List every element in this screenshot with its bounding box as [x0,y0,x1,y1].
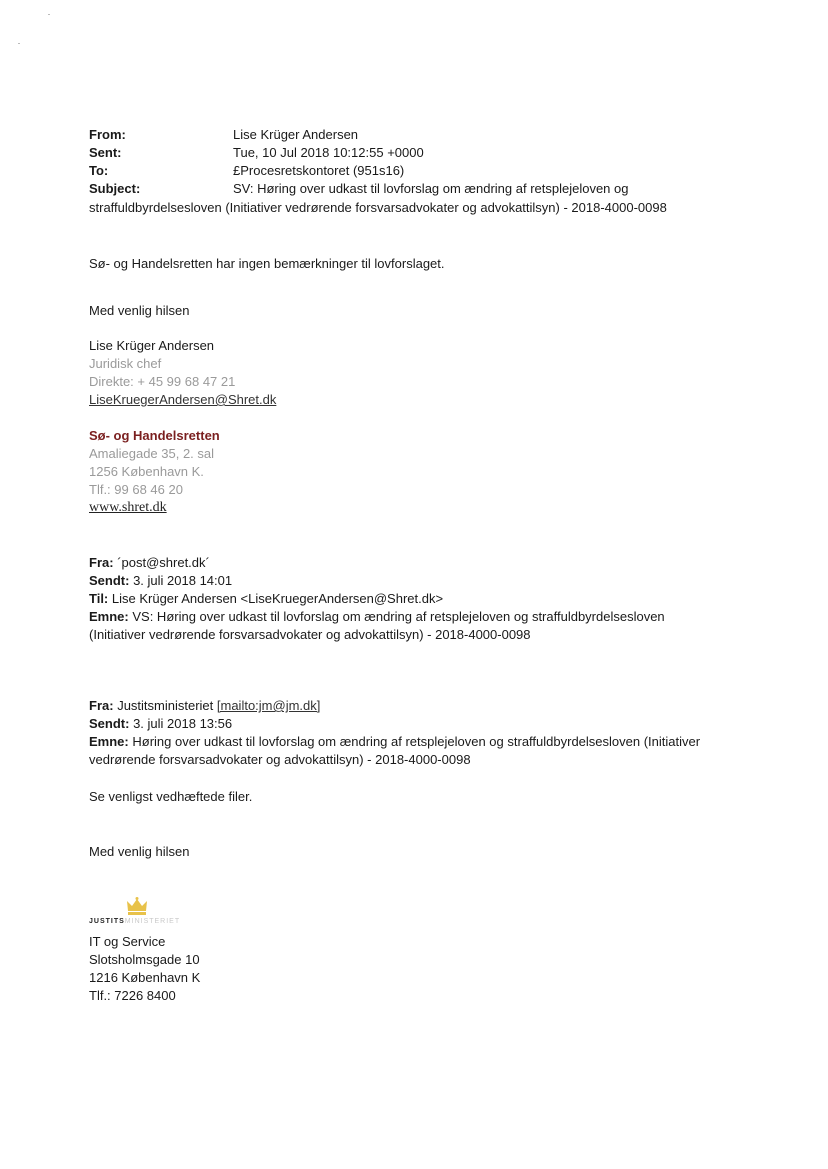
crown-icon [125,896,149,916]
fwd2-from-value: Justitsministeriet [117,698,214,713]
to-label: To: [89,163,109,178]
statement-text: Sø- og Handelsretten har ingen bemærkninger til lovforslaget. [89,256,445,271]
fwd1-sent-value: 3. juli 2018 14:01 [133,573,233,588]
fwd1-from-value: ´post@shret.dk´ [117,555,210,570]
org-address2: 1256 København K. [89,464,204,479]
signature-title: Juridisk chef [89,356,162,371]
fwd1-subject-label: Emne: [89,609,129,624]
fwd2-greeting: Med venlig hilsen [89,844,190,859]
fwd2-from-label: Fra: [89,698,114,713]
signature-name: Lise Krüger Andersen [89,338,215,353]
sent-label: Sent: [89,145,122,160]
fwd2-subject-label: Emne: [89,734,129,749]
fwd2-mailto-link[interactable]: [mailto:jm@jm.dk] [216,698,321,713]
fwd2-body-text: Se venligst vedhæftede filer. [89,789,253,804]
ministry-tel: Tlf.: 7226 8400 [89,988,176,1003]
org-website-link[interactable]: www.shret.dk [89,500,167,515]
fwd2-subject-line1: Høring over udkast til lovforslag om ændring af retsplejeloven og straffuldbyrdelsesloven (Initiativer [132,734,701,749]
fwd1-subject-line2: (Initiativer vedrørende forsvarsadvokater og advokattilsyn) - 2018-4000-0098 [89,627,531,642]
org-tel: Tlf.: 99 68 46 20 [89,482,183,497]
ministry-street: Slotsholmsgade 10 [89,952,200,967]
sent-value: Tue, 10 Jul 2018 10:12:55 +0000 [233,145,424,160]
signature-email-link[interactable]: LiseKruegerAndersen@Shret.dk [89,392,277,407]
fwd2-sent-value: 3. juli 2018 13:56 [133,716,233,731]
to-value: £Procesretskontoret (951s16) [233,163,405,178]
scan-speck [48,14,50,15]
subject-label: Subject: [89,181,141,196]
logo-justits: JUSTITS [89,918,125,925]
fwd1-to-label: Til: [89,591,109,606]
fwd1-from-label: Fra: [89,555,114,570]
ministry-dept: IT og Service [89,934,166,949]
fwd1-subject-line1: VS: Høring over udkast til lovforslag om ændring af retsplejeloven og straffuldbyrdelsesloven [132,609,665,624]
fwd1-to-value: Lise Krüger Andersen <LiseKruegerAndersen@Shret.dk> [111,591,444,606]
signature-phone: Direkte: + 45 99 68 47 21 [89,374,236,389]
fwd2-subject-line2: vedrørende forsvarsadvokater og advokattilsyn) - 2018-4000-0098 [89,752,471,767]
scan-speck [18,43,20,44]
from-label: From: [89,127,126,142]
org-name: Sø- og Handelsretten [89,428,220,443]
subject-value-line2: straffuldbyrdelsesloven (Initiativer vedrørende forsvarsadvokater og advokattilsyn) - 2018-4000-0098 [89,200,667,215]
subject-value-line1: SV: Høring over udkast til lovforslag om ændring af retsplejeloven og [233,181,629,196]
logo-ministeriet: MINISTERIET [124,918,181,925]
fwd1-sent-label: Sendt: [89,573,130,588]
org-address1: Amaliegade 35, 2. sal [89,446,215,461]
from-value: Lise Krüger Andersen [233,127,359,142]
greeting-text: Med venlig hilsen [89,303,190,318]
ministry-city: 1216 København K [89,970,201,985]
fwd2-sent-label: Sendt: [89,716,130,731]
